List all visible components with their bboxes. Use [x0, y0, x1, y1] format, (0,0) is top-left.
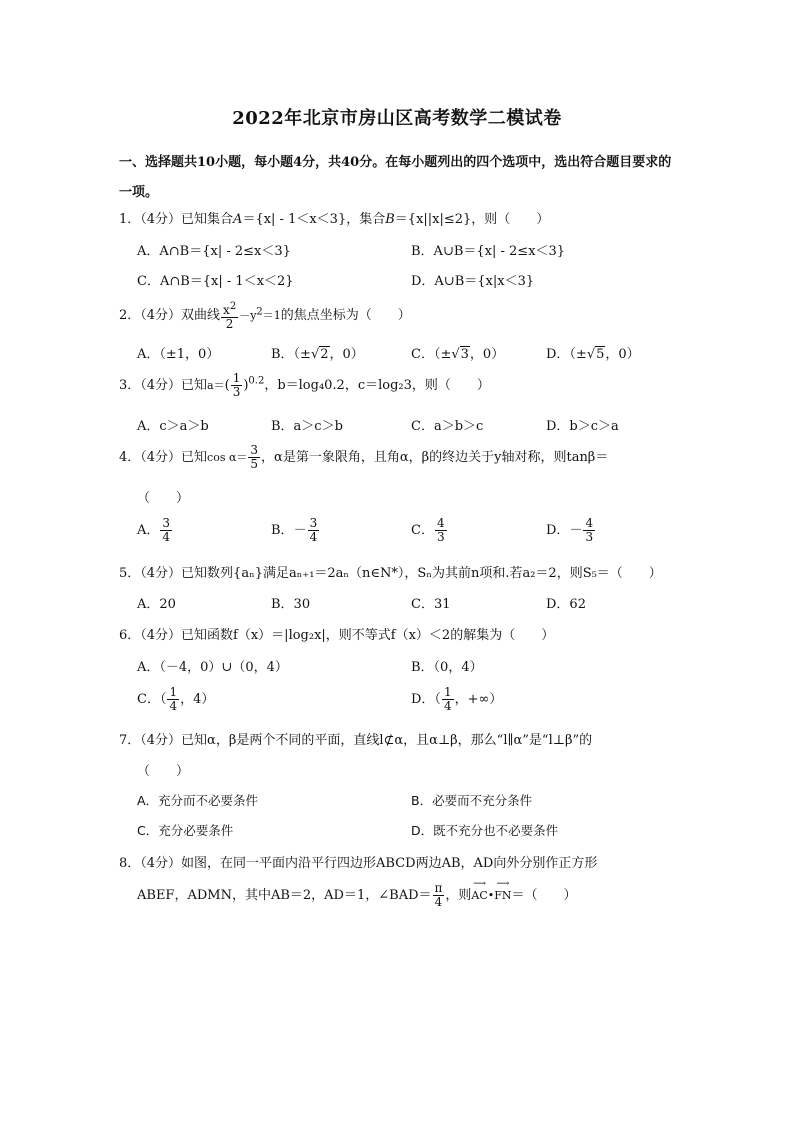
question-8-line-2: ABEF，ADMN，其中AB＝2，AD＝1，∠BAD＝ $\frac{\pi}{4}$ ，则 ⟶ AC• ⟶ FN＝（ ） [137, 879, 577, 909]
q4-option-a[interactable]: A． $\frac{3}{4}$ [137, 516, 171, 544]
fraction: $\frac{3}{4}$ [162, 516, 171, 544]
q4-option-c[interactable]: C． $\frac{4}{3}$ [411, 516, 445, 544]
section-heading: 一、选择题共10小题，每小题4分，共40分。在每小题列出的四个选项中，选出符合题目要求的一项。 [119, 155, 672, 200]
sqrt-symbol: √5 [586, 347, 605, 362]
q1-option-c[interactable]: C．A∩B＝{x| - 1＜x＜2} [137, 274, 294, 289]
q7-option-a[interactable]: A．充分而不必要条件 [137, 793, 259, 808]
question-8: 8．（4分）如图，在同一平面内沿平行四边形ABCD两边AB，AD向外分别作正方形 [119, 856, 598, 871]
page-title: 2022年北京市房山区高考数学二模试卷 [232, 108, 562, 129]
q6-option-b[interactable]: B．（0，4） [411, 660, 483, 675]
sqrt-symbol: √3 [451, 347, 469, 362]
q2-option-b[interactable]: B．（±√2，0） [271, 347, 364, 362]
question-7: 7．（4分）已知α，β是两个不同的平面，直线l⊄α，且α⊥β，那么“l∥α”是“l⊥β”的 [119, 733, 593, 748]
q3-option-b[interactable]: B．a＞c＞b [271, 419, 343, 434]
vector-fn: ⟶ FN [494, 879, 512, 902]
fraction: $\frac{4}{3}$ [585, 516, 594, 544]
q6-option-d[interactable]: D．（ $\frac{1}{4}$ ，+∞） [411, 685, 503, 713]
fraction: $\frac{4}{3}$ [436, 516, 445, 544]
question-4: 4．（4分）已知cos α＝ $\frac{3}{5}$ ，α是第一象限角，且角α，β的终边关于y轴对称，则tanβ＝ [119, 443, 609, 471]
q2-option-d[interactable]: D．（±√5，0） [546, 347, 640, 362]
q1-option-a[interactable]: A．A∩B＝{x| - 2≤x＜3} [137, 244, 291, 259]
q5-option-d[interactable]: D．62 [546, 597, 586, 612]
q4-option-b[interactable]: B．－ $\frac{3}{4}$ [271, 516, 318, 544]
q2-option-a[interactable]: A．（±1，0） [137, 347, 220, 362]
q6-option-a[interactable]: A．（－4，0）∪（0，4） [137, 660, 288, 675]
vector-ac: ⟶ AC [471, 879, 488, 902]
q7-option-c[interactable]: C．充分必要条件 [137, 823, 234, 838]
q3-option-d[interactable]: D．b＞c＞a [546, 419, 619, 434]
q1-option-b[interactable]: B．A∪B＝{x| - 2≤x＜3} [411, 244, 566, 259]
q3-option-a[interactable]: A．c＞a＞b [137, 419, 209, 434]
q6-option-c[interactable]: C．（ $\frac{1}{4}$ ，4） [137, 685, 215, 713]
q4-answer-paren: （ ） [137, 491, 190, 506]
fraction: $\frac{1}{4}$ [443, 685, 452, 713]
fraction: $\frac{3}{4}$ [309, 516, 318, 544]
question-3: 3．（4分）已知a＝( $\frac{1}{3}$ )$^{0.2}$，b＝log₄0.2，c＝log₂3，则（ ） [119, 371, 490, 399]
q4-option-d[interactable]: D．－ $\frac{4}{3}$ [546, 516, 594, 544]
question-1: 1．（4分）已知集合A＝{x| - 1＜x＜3}，集合B＝{x||x|≤2}，则（ ） [119, 212, 550, 227]
fraction: $\frac{\pi}{4}$ [434, 881, 443, 909]
q5-option-c[interactable]: C．31 [411, 597, 451, 612]
sqrt-symbol: √2 [310, 347, 329, 362]
q7-option-b[interactable]: B．必要而不充分条件 [411, 793, 533, 808]
q7-option-d[interactable]: D．既不充分也不必要条件 [411, 823, 559, 838]
fraction: $\frac{x^2}{2}$ [223, 301, 237, 331]
q1-option-d[interactable]: D．A∪B＝{x|x＜3} [411, 274, 535, 289]
q3-option-c[interactable]: C．a＞b＞c [411, 419, 484, 434]
q2-option-c[interactable]: C．（±√3，0） [411, 347, 505, 362]
question-2: 2．（4分）双曲线 $\frac{x^2}{2}$ －y2＝1的焦点坐标为（ ） [119, 301, 411, 331]
question-5: 5．（4分）已知数列{aₙ}满足aₙ₊₁＝2aₙ（n∈N*），Sₙ为其前n项和.若a₂＝2，则S₅＝（ ） [119, 566, 662, 581]
question-6: 6．（4分）已知函数f（x）＝|log₂x|，则不等式f（x）＜2的解集为（ ） [119, 628, 555, 643]
q5-option-a[interactable]: A．20 [137, 597, 176, 612]
fraction: $\frac{1}{4}$ [169, 685, 178, 713]
fraction: $\frac{1}{3}$ [232, 371, 241, 399]
q5-option-b[interactable]: B．30 [271, 597, 311, 612]
q7-answer-paren: （ ） [137, 764, 190, 779]
fraction: $\frac{3}{5}$ [250, 443, 259, 471]
